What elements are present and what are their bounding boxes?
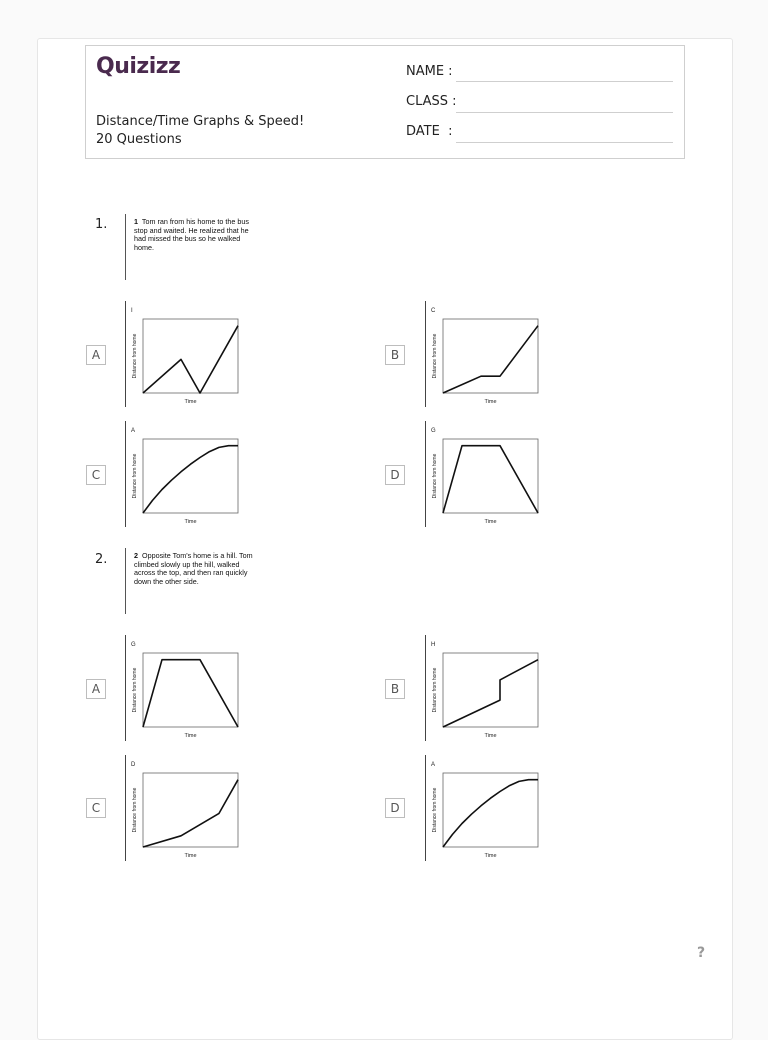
option-graph[interactable]: [425, 755, 543, 861]
distance-time-graph: [425, 301, 543, 407]
x-axis-label: Time: [184, 519, 197, 525]
option-graph[interactable]: [125, 301, 243, 407]
distance-time-graph: [125, 421, 243, 527]
distance-time-graph: [425, 421, 543, 527]
distance-time-graph: [425, 635, 543, 741]
question-prompt: [125, 214, 262, 280]
option-letter[interactable]: A: [86, 345, 106, 365]
graph-label: H: [431, 642, 436, 648]
help-icon[interactable]: ?: [697, 945, 706, 961]
x-axis-label: Time: [484, 733, 497, 739]
x-axis-label: Time: [484, 519, 497, 525]
graph-label: G: [431, 428, 436, 434]
y-axis-label: Distance from home: [132, 667, 138, 713]
x-axis-label: Time: [184, 399, 197, 405]
x-axis-label: Time: [484, 399, 497, 405]
graph-label: I: [131, 308, 133, 314]
graph-label: C: [431, 308, 436, 314]
graph-label: A: [131, 428, 136, 434]
option-graph[interactable]: [425, 635, 543, 741]
question-number: 2.: [95, 552, 108, 567]
option-letter[interactable]: B: [385, 679, 405, 699]
prompt-text: Tom ran from his home to the bus stop and waited. He realized that he had missed the bus so he walked home.: [134, 217, 249, 252]
y-axis-label: Distance from home: [132, 453, 138, 499]
question-prompt: [125, 548, 262, 614]
x-axis-label: Time: [184, 853, 197, 859]
option-letter[interactable]: D: [385, 465, 405, 485]
date-label: DATE :: [406, 124, 453, 139]
distance-time-graph: [425, 755, 543, 861]
prompt-text: Opposite Tom's home is a hill. Tom climbed slowly up the hill, walked across the top, and then ran quickly down the other side.: [134, 551, 253, 586]
class-field[interactable]: [456, 112, 673, 113]
distance-time-graph: [125, 301, 243, 407]
graph-label: D: [131, 762, 136, 768]
date-field[interactable]: [456, 142, 673, 143]
question-number: 1.: [95, 217, 108, 232]
quizizz-logo: Quizizz: [96, 54, 181, 79]
y-axis-label: Distance from home: [432, 787, 438, 833]
distance-time-graph: [125, 755, 243, 861]
y-axis-label: Distance from home: [432, 667, 438, 713]
prompt-number: 2: [134, 551, 138, 560]
option-letter[interactable]: A: [86, 679, 106, 699]
option-graph[interactable]: [125, 755, 243, 861]
x-axis-label: Time: [484, 853, 497, 859]
option-graph[interactable]: [425, 301, 543, 407]
y-axis-label: Distance from home: [432, 333, 438, 379]
worksheet-title: Distance/Time Graphs & Speed!: [96, 114, 305, 129]
question-count: 20 Questions: [96, 132, 182, 147]
graph-label: A: [431, 762, 436, 768]
option-letter[interactable]: C: [86, 465, 106, 485]
y-axis-label: Distance from home: [432, 453, 438, 499]
worksheet-page: [37, 38, 733, 1040]
option-letter[interactable]: C: [86, 798, 106, 818]
y-axis-label: Distance from home: [132, 333, 138, 379]
y-axis-label: Distance from home: [132, 787, 138, 833]
distance-time-graph: [125, 635, 243, 741]
graph-label: G: [131, 642, 136, 648]
option-graph[interactable]: [425, 421, 543, 527]
name-field[interactable]: [456, 81, 673, 82]
class-label: CLASS :: [406, 94, 457, 109]
option-letter[interactable]: D: [385, 798, 405, 818]
option-graph[interactable]: [125, 635, 243, 741]
option-letter[interactable]: B: [385, 345, 405, 365]
prompt-number: 1: [134, 217, 138, 226]
option-graph[interactable]: [125, 421, 243, 527]
worksheet-header: [85, 45, 685, 159]
x-axis-label: Time: [184, 733, 197, 739]
name-label: NAME :: [406, 64, 453, 79]
